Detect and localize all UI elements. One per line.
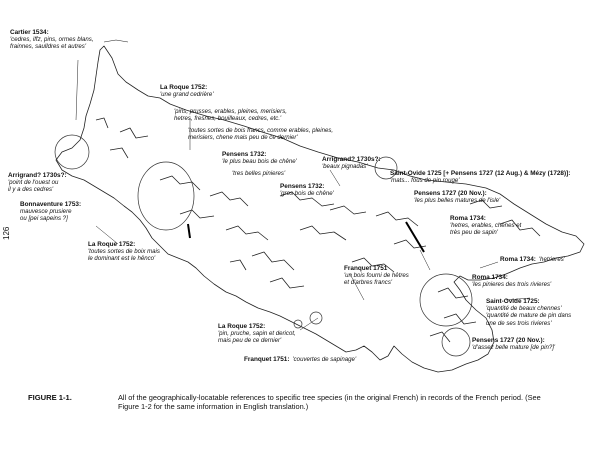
reference-source: Franquet 1751: — [244, 356, 290, 363]
reference-quote-line: il y a des cedres' — [8, 186, 54, 194]
reference-label-arrigrand-ouest — [8, 172, 67, 194]
reference-quote-line: 'pins, prusses, erables, pleines, merisiers, — [174, 108, 287, 115]
reference-source: Franquet 1751 — [344, 265, 388, 272]
reference-source: Saint-Ovide 1725 [+ Pensens 1727 (12 Aug.) & Mézy (1728)]: — [390, 170, 571, 177]
reference-quote-line: 'toutes sortes de boix mais — [88, 248, 160, 256]
reference-source: Roma 1734: — [472, 274, 508, 281]
reference-quote-line: 'le plus beau bois de chêne' — [222, 158, 297, 166]
reference-quote-line: mauvesce prusiere — [20, 208, 72, 216]
reference-quote-line: frainnes, saulldres et autres' — [10, 43, 87, 51]
reference-label-roma-hetrieres — [500, 256, 565, 263]
reference-source: Pensens 1732: — [280, 183, 325, 190]
reference-label-pensens-beau — [222, 151, 297, 165]
reference-area-circle — [138, 162, 194, 230]
reference-quote-line: 'un bois fourni de hêtres — [344, 272, 409, 280]
reference-label-pins-prusses — [174, 108, 287, 122]
reference-source: La Roque 1752: — [218, 323, 266, 330]
reference-area-circle — [442, 328, 470, 356]
reference-quote-line: 'tres belles pinieres' — [232, 170, 286, 177]
reference-quote-line: 'mats... fous de pin rouge' — [390, 177, 460, 185]
reference-quote-line: 'les plus belles matures de l'isle' — [414, 197, 501, 205]
reference-quote-line: très peu de sapin' — [450, 229, 498, 237]
reference-label-roma-hetres — [450, 215, 521, 237]
reference-source: Bonnaventure 1753: — [20, 201, 82, 208]
reference-source: Pensens 1732: — [222, 151, 267, 158]
reference-source: Pensens 1727 (20 Nov.): — [414, 190, 487, 197]
reference-label-franquet-sapinage — [244, 356, 356, 363]
reference-source: Arrigrand? 1730s?: — [8, 172, 67, 179]
reference-source: Pensens 1727 (20 Nov.): — [472, 337, 545, 344]
reference-area-circle — [310, 312, 322, 324]
reference-quote-line: le dominant est le hênco' — [88, 255, 156, 263]
reference-quote-line: 'les pinieres des trois rivieres' — [472, 281, 552, 289]
reference-area-circle — [55, 135, 89, 169]
reference-source: La Roque 1752: — [88, 241, 136, 248]
reference-label-bois-francs — [188, 127, 333, 141]
reference-quote-line: 'cedres, iffz, pins, ormes blans, — [10, 36, 94, 44]
reference-quote-line: merisiers, chene mais peu de ce dernier' — [188, 134, 298, 142]
reference-quote-line: une de ses trois rivieres' — [486, 319, 552, 327]
reference-quote-line: 'couvertes de sapinage' — [292, 356, 357, 363]
page-number: 126 — [2, 226, 11, 240]
reference-label-saint-ovide-mats — [390, 170, 570, 184]
reference-source: Roma 1734: — [500, 256, 536, 263]
reference-label-laroque-grand — [160, 84, 213, 98]
reference-label-pensens-1727-nov — [414, 190, 500, 204]
reference-quote-line: 'toutes sortes de bois francs, comme erables, pleines, — [188, 127, 334, 134]
reference-source: La Roque 1752: — [160, 84, 208, 91]
reference-quote-line: hetres, fresnes, bouilleaux, cedres, etc.' — [174, 115, 282, 123]
reference-label-pensens-belle — [472, 337, 555, 351]
reference-quote-line: ou [pei sapeins ?] — [20, 215, 68, 223]
reference-quote-line: 'hetrieres' — [538, 256, 565, 263]
reference-quote-line: et d'arbres francs' — [344, 279, 393, 287]
reference-label-belles-pinieres — [232, 170, 285, 177]
reference-source: Roma 1734: — [450, 215, 486, 222]
reference-quote-line: 'point de l'ouest ou — [8, 179, 59, 187]
reference-quote-line: 'hetres, erables, chenes et — [450, 222, 522, 230]
reference-quote-line: 'quantité de mature de pin dans — [486, 312, 572, 320]
reference-label-saint-ovide-chenes — [486, 298, 571, 327]
reference-quote-line: 'une grand cedrière' — [160, 91, 214, 99]
reference-label-laroque-pin — [218, 323, 296, 345]
reference-quote-line: 'gros bois de chêne' — [280, 190, 334, 198]
reference-quote-line: 'beaux pignadas' — [322, 163, 368, 171]
reference-label-pensens-gros — [280, 183, 334, 197]
reference-label-cartier — [10, 29, 93, 51]
reference-label-roma-pinieres — [472, 274, 551, 288]
reference-quote-line: 'd'assez belle mature [de pin?]' — [472, 344, 556, 352]
reference-area-circle — [420, 274, 472, 326]
reference-label-bonnaventure — [20, 201, 81, 223]
reference-source: Saint-Ovide 1725: — [486, 298, 540, 305]
reference-source: Arrigrand? 1730s?: — [322, 156, 381, 163]
reference-quote-line: mais peu de ce dernier' — [218, 337, 282, 345]
reference-source: Cartier 1534: — [10, 29, 49, 36]
reference-label-franquet-bois — [344, 265, 409, 287]
reference-quote-line: 'pin, pruche, sapin et dericot, — [218, 330, 296, 338]
reference-label-arrigrand-pignadas — [322, 156, 381, 170]
reference-quote-line: 'quantité de beaux chennes' — [486, 305, 562, 313]
figure-caption: All of the geographically-locatable references to specific tree species (in the original French) in records of the French period. (See Figure 1-2 for the same information in English translation.) — [118, 393, 541, 412]
reference-label-laroque-boix — [88, 241, 160, 263]
figure-label: FIGURE 1-1. — [28, 393, 72, 402]
